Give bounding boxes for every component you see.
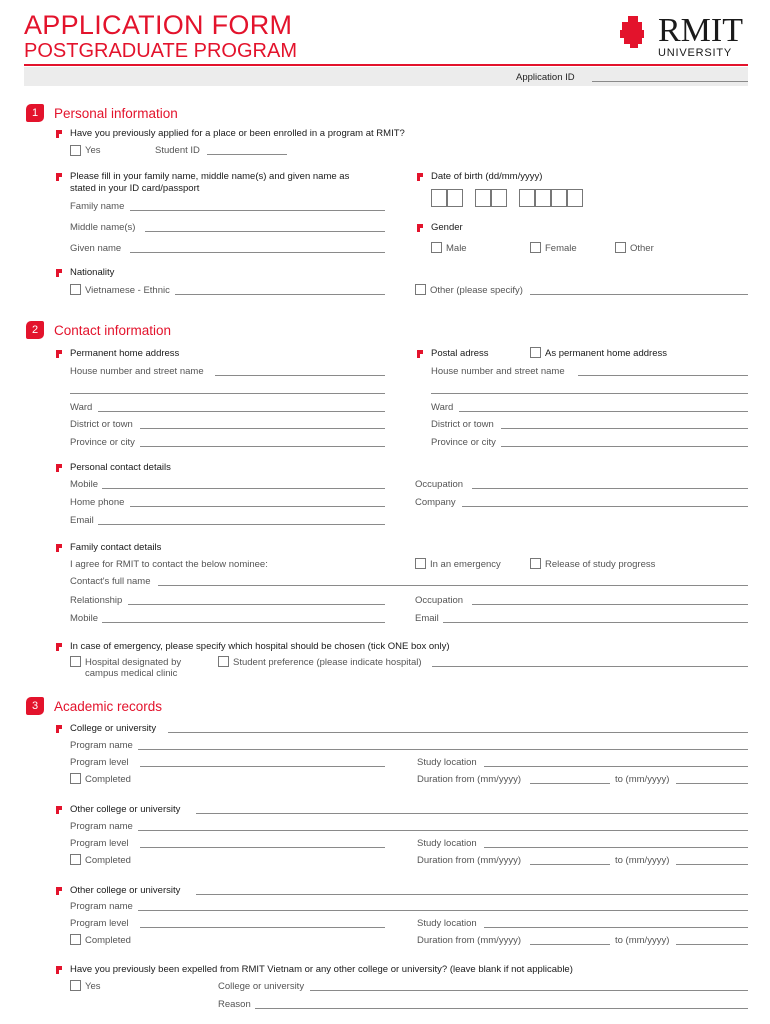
bullet-flag-icon (56, 173, 62, 181)
program-name-label: Program name (70, 740, 133, 751)
family-name-field[interactable] (130, 210, 385, 211)
postal-house-field[interactable] (578, 375, 748, 376)
duration-from-field[interactable] (530, 864, 610, 865)
family-name-label: Family name (70, 201, 125, 212)
logo-wordmark: RMIT (658, 12, 743, 49)
dob-month-1[interactable] (475, 189, 491, 207)
gender-other-label: Other (630, 243, 654, 254)
duration-to-label: to (mm/yyyy) (615, 935, 670, 946)
relationship-field[interactable] (128, 604, 385, 605)
completed-label: Completed (85, 855, 131, 866)
postal-house-label: House number and street name (431, 366, 565, 377)
dob-year-2[interactable] (535, 189, 551, 207)
nominee-email-label: Email (415, 613, 439, 624)
bullet-flag-icon (417, 350, 423, 358)
email-label: Email (70, 515, 94, 526)
bullet-flag-icon (56, 806, 62, 814)
program-name-field[interactable] (138, 749, 748, 750)
middle-name-field[interactable] (145, 231, 385, 232)
dob-year-3[interactable] (551, 189, 567, 207)
release-label: Release of study progress (545, 559, 656, 570)
release-checkbox[interactable] (530, 558, 541, 569)
relationship-label: Relationship (70, 595, 123, 606)
program-level-field[interactable] (140, 927, 385, 928)
study-location-field[interactable] (484, 927, 748, 928)
nominee-occupation-label: Occupation (415, 595, 464, 606)
college-field[interactable] (168, 732, 748, 733)
other-college-label: Other college or university (70, 885, 181, 896)
duration-to-label: to (mm/yyyy) (615, 774, 670, 785)
section-1-badge: 1 (26, 104, 44, 122)
agree-label: I agree for RMIT to contact the below nominee: (70, 559, 268, 570)
bullet-flag-icon (56, 350, 62, 358)
perm-province-field[interactable] (140, 446, 385, 447)
nationality-other-checkbox[interactable] (415, 284, 426, 295)
gender-male-label: Male (446, 243, 467, 254)
section-1-title: Personal information (54, 106, 178, 121)
other-college-field[interactable] (196, 894, 748, 895)
gender-label: Gender (431, 222, 463, 233)
nationality-other-field[interactable] (530, 294, 748, 295)
dob-year-4[interactable] (567, 189, 583, 207)
permanent-address-label: Permanent home address (70, 348, 180, 359)
duration-from-label: Duration from (mm/yyyy) (417, 774, 521, 785)
expelled-yes-checkbox[interactable] (70, 980, 81, 991)
program-level-field[interactable] (140, 847, 385, 848)
duration-to-label: to (mm/yyyy) (615, 855, 670, 866)
study-location-field[interactable] (484, 766, 748, 767)
dob-year-1[interactable] (519, 189, 535, 207)
hospital-designated-label-2: campus medical clinic (85, 668, 178, 679)
bullet-flag-icon (417, 224, 423, 232)
duration-from-field[interactable] (530, 944, 610, 945)
company-field[interactable] (462, 506, 748, 507)
postal-district-field[interactable] (501, 428, 748, 429)
email-field[interactable] (98, 524, 385, 525)
form-title: APPLICATION FORM (24, 10, 293, 40)
completed-checkbox[interactable] (70, 773, 81, 784)
nationality-other-label: Other (please specify) (430, 285, 523, 296)
bullet-flag-icon (56, 269, 62, 277)
nationality-label: Nationality (70, 267, 115, 278)
dob-day-1[interactable] (431, 189, 447, 207)
perm-province-label: Province or city (70, 437, 135, 448)
nominee-occupation-field[interactable] (472, 604, 748, 605)
q-name-line2: stated in your ID card/passport (70, 183, 200, 194)
completed-checkbox[interactable] (70, 934, 81, 945)
applied-yes-label: Yes (85, 145, 101, 156)
application-id-label: Application ID (516, 72, 575, 83)
contact-name-field[interactable] (158, 585, 748, 586)
section-2-title: Contact information (54, 323, 172, 338)
completed-label: Completed (85, 935, 131, 946)
study-location-label: Study location (417, 838, 477, 849)
duration-from-field[interactable] (530, 783, 610, 784)
completed-checkbox[interactable] (70, 854, 81, 865)
program-name-field[interactable] (138, 910, 748, 911)
study-location-label: Study location (417, 757, 477, 768)
nationality-vietnamese-checkbox[interactable] (70, 284, 81, 295)
perm-house-label: House number and street name (70, 366, 204, 377)
family-contact-label: Family contact details (70, 542, 162, 553)
hospital-designated-checkbox[interactable] (70, 656, 81, 667)
perm-district-field[interactable] (140, 428, 385, 429)
q-name-line1: Please fill in your family name, middle name(s) and given name as (70, 171, 350, 182)
bullet-flag-icon (56, 130, 62, 138)
hospital-designated-label-1: Hospital designated by (85, 657, 182, 668)
occupation-label: Occupation (415, 479, 464, 490)
bullet-flag-icon (56, 887, 62, 895)
duration-from-label: Duration from (mm/yyyy) (417, 855, 521, 866)
given-name-label: Given name (70, 243, 122, 254)
bullet-flag-icon (56, 725, 62, 733)
contact-name-label: Contact's full name (70, 576, 151, 587)
student-id-label: Student ID (155, 145, 200, 156)
student-preference-label: Student preference (please indicate hospital) (233, 657, 422, 668)
completed-label: Completed (85, 774, 131, 785)
perm-house-field[interactable] (215, 375, 385, 376)
perm-ward-label: Ward (70, 402, 93, 413)
student-id-field[interactable] (207, 154, 287, 155)
postal-ward-label: Ward (431, 402, 454, 413)
other-college-label: Other college or university (70, 804, 181, 815)
program-level-label: Program level (70, 838, 129, 849)
expelled-reason-field[interactable] (255, 1008, 748, 1009)
nominee-mobile-field[interactable] (102, 622, 385, 623)
postal-house-field-2[interactable] (431, 393, 748, 394)
home-phone-label: Home phone (70, 497, 125, 508)
as-permanent-checkbox[interactable] (530, 347, 541, 358)
expelled-yes-label: Yes (85, 981, 101, 992)
study-location-field[interactable] (484, 847, 748, 848)
expelled-college-field[interactable] (310, 990, 748, 991)
nominee-email-field[interactable] (443, 622, 748, 623)
given-name-field[interactable] (130, 252, 385, 253)
middle-name-label: Middle name(s) (70, 222, 136, 233)
program-name-label: Program name (70, 901, 133, 912)
perm-ward-field[interactable] (98, 411, 385, 412)
section-3-title: Academic records (54, 699, 163, 714)
rmit-pixel-icon (620, 16, 650, 48)
expelled-question: Have you previously been expelled from RMIT Vietnam or any other college or university? (leave blank if not applicable) (70, 964, 573, 975)
occupation-field[interactable] (472, 488, 748, 489)
section-2-badge: 2 (26, 321, 44, 339)
other-college-field[interactable] (196, 813, 748, 814)
perm-house-field-2[interactable] (70, 393, 385, 394)
duration-to-field[interactable] (676, 944, 748, 945)
dob-month-2[interactable] (491, 189, 507, 207)
gender-male-checkbox[interactable] (431, 242, 442, 253)
application-id-bar (24, 67, 748, 86)
emergency-checkbox[interactable] (415, 558, 426, 569)
gender-other-checkbox[interactable] (615, 242, 626, 253)
postal-ward-field[interactable] (459, 411, 748, 412)
bullet-flag-icon (417, 173, 423, 181)
mobile-field[interactable] (102, 488, 385, 489)
bullet-flag-icon (56, 643, 62, 651)
as-permanent-label: As permanent home address (545, 348, 667, 359)
application-id-field[interactable] (592, 81, 748, 82)
duration-to-field[interactable] (676, 783, 748, 784)
dob-label: Date of birth (dd/mm/yyyy) (431, 171, 543, 182)
mobile-label: Mobile (70, 479, 98, 490)
hospital-question: In case of emergency, please specify which hospital should be chosen (tick ONE box only) (70, 641, 450, 652)
duration-to-field[interactable] (676, 864, 748, 865)
perm-district-label: District or town (70, 419, 133, 430)
form-subtitle: POSTGRADUATE PROGRAM (24, 40, 297, 62)
expelled-reason-label: Reason (218, 999, 251, 1010)
section-3-badge: 3 (26, 697, 44, 715)
duration-from-label: Duration from (mm/yyyy) (417, 935, 521, 946)
study-location-label: Study location (417, 918, 477, 929)
nationality-vietnamese-label: Vietnamese - Ethnic (85, 285, 170, 296)
header-divider (24, 64, 748, 66)
expelled-college-label: College or university (218, 981, 305, 992)
college-label: College or university (70, 723, 157, 734)
emergency-label: In an emergency (430, 559, 501, 570)
program-name-label: Program name (70, 821, 133, 832)
postal-address-label: Postal adress (431, 348, 489, 359)
bullet-flag-icon (56, 544, 62, 552)
company-label: Company (415, 497, 456, 508)
student-preference-checkbox[interactable] (218, 656, 229, 667)
postal-district-label: District or town (431, 419, 494, 430)
postal-province-label: Province or city (431, 437, 496, 448)
personal-contact-label: Personal contact details (70, 462, 171, 473)
program-name-field[interactable] (138, 830, 748, 831)
program-level-label: Program level (70, 757, 129, 768)
nationality-vietnamese-field[interactable] (175, 294, 385, 295)
bullet-flag-icon (56, 966, 62, 974)
program-level-field[interactable] (140, 766, 385, 767)
applied-yes-checkbox[interactable] (70, 145, 81, 156)
home-phone-field[interactable] (130, 506, 385, 507)
program-level-label: Program level (70, 918, 129, 929)
gender-female-label: Female (545, 243, 577, 254)
student-preference-field[interactable] (432, 666, 748, 667)
rmit-logo (620, 14, 750, 62)
q-applied: Have you previously applied for a place or been enrolled in a program at RMIT? (70, 128, 405, 139)
dob-day-2[interactable] (447, 189, 463, 207)
postal-province-field[interactable] (501, 446, 748, 447)
nominee-mobile-label: Mobile (70, 613, 98, 624)
logo-subtext: UNIVERSITY (658, 47, 733, 59)
bullet-flag-icon (56, 464, 62, 472)
gender-female-checkbox[interactable] (530, 242, 541, 253)
